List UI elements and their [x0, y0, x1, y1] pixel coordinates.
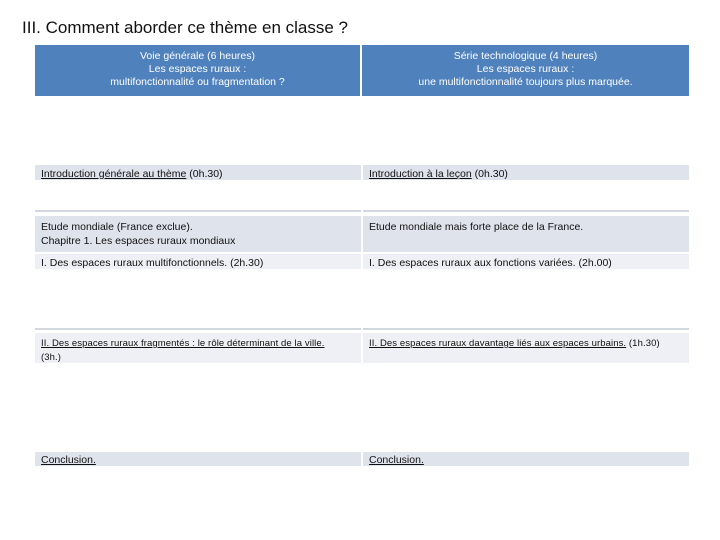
conclusion-left-cell — [35, 452, 361, 466]
part2-right-time: (1h.30) — [628, 338, 660, 349]
intro-right-time: (0h.30) — [474, 168, 508, 180]
conclusion-right-link[interactable]: Conclusion. — [369, 454, 424, 466]
etude-right-cell — [363, 216, 689, 252]
row-separator — [363, 210, 689, 212]
intro-left-link[interactable]: Introduction générale au thème — [41, 168, 187, 180]
intro-left-cell — [35, 165, 361, 180]
header-left — [35, 45, 361, 96]
header-left-line2: Les espaces ruraux : — [148, 63, 247, 75]
etude-left-line2: Chapitre 1. Les espaces ruraux mondiaux — [41, 235, 236, 247]
header-right — [362, 45, 689, 96]
intro-left-time: (0h.30) — [189, 168, 223, 180]
etude-left-line1: Etude mondiale (France exclue). — [41, 221, 193, 233]
conclusion-right-cell — [363, 452, 689, 466]
etude-left-cell — [35, 216, 361, 252]
part1-right-cell — [363, 254, 689, 269]
part1-right-text: I. Des espaces ruraux aux fonctions variées. (2h.00) — [369, 257, 612, 269]
intro-right-link[interactable]: Introduction à la leçon — [369, 168, 472, 180]
part2-right-link[interactable]: II. Des espaces ruraux davantage liés aux espaces urbains. — [369, 338, 627, 349]
row-separator — [35, 328, 361, 330]
etude-right-text: Etude mondiale mais forte place de la France. — [369, 221, 584, 233]
part2-right-cell — [363, 333, 689, 363]
part1-left-text: I. Des espaces ruraux multifonctionnels. (2h.30) — [41, 257, 264, 269]
conclusion-left-link[interactable]: Conclusion. — [41, 454, 96, 466]
header-right-line2: Les espaces ruraux : — [476, 63, 575, 75]
header-right-line1: Série technologique (4 heures) — [453, 50, 598, 62]
intro-right-cell — [363, 165, 689, 180]
part2-left-time: (3h.) — [41, 352, 62, 363]
header-right-line3: une multifonctionnalité toujours plus marquée. — [418, 76, 633, 88]
header-left-line3: multifonctionnalité ou fragmentation ? — [110, 76, 285, 88]
page-title: III. Comment aborder ce thème en classe ? — [22, 18, 348, 37]
part2-left-cell — [35, 333, 361, 363]
row-separator — [35, 210, 361, 212]
header-left-line1: Voie générale (6 heures) — [140, 50, 255, 62]
part2-left-link[interactable]: II. Des espaces ruraux fragmentés : le rôle déterminant de la ville. — [41, 338, 325, 349]
row-separator — [363, 328, 689, 330]
part1-left-cell — [35, 254, 361, 269]
